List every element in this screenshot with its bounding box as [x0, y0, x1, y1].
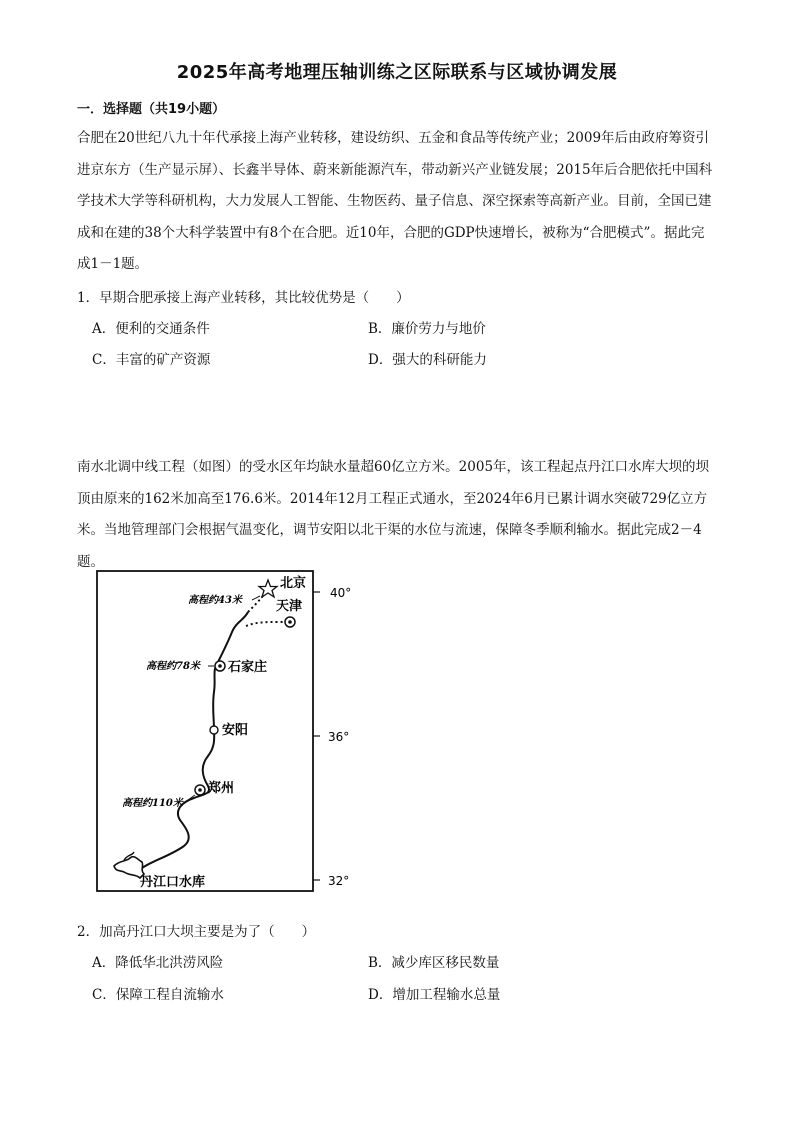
elevation-label-beijing: 高程约43米 — [188, 595, 242, 606]
main-canal-line — [142, 612, 248, 868]
question-2-option-b[interactable]: B．减少库区移民数量 — [368, 955, 500, 971]
section-heading: 一．选择题（共19小题） — [77, 102, 226, 117]
water-diversion-map — [96, 570, 358, 892]
anyang-marker-icon — [210, 726, 218, 734]
city-label-zhengzhou: 郑州 — [208, 781, 235, 796]
lat-label-32: 32° — [328, 874, 350, 888]
lat-label-40: 40° — [330, 586, 352, 600]
city-label-tianjin: 天津 — [276, 599, 303, 614]
question-2-stem: 2．加高丹江口大坝主要是为了（ ） — [77, 924, 316, 940]
question-1-option-a[interactable]: A．便利的交通条件 — [92, 321, 210, 337]
question-2-option-a[interactable]: A．降低华北洪涝风险 — [92, 955, 224, 971]
tianjin-branch-line — [246, 622, 288, 626]
question-1-option-b[interactable]: B．廉价劳力与地价 — [368, 321, 486, 337]
question-2-option-d[interactable]: D．增加工程输水总量 — [368, 987, 501, 1003]
passage-water-diversion: 南水北调中线工程（如图）的受水区年均缺水量超60亿立方米。2005年，该工程起点丹江口水库大坝的坝顶由原来的162米加高至176.6米。2014年12月工程正式通水，至2024年6月已累计调水突破729亿立方米。当地管理部门会根据气温变化，调节安阳以北干渠的水位与流速，保障冬季顺利输水。据此完成2－4题。 — [77, 459, 710, 570]
question-2-option-c[interactable]: C．保障工程自流输水 — [92, 987, 224, 1003]
question-1-stem: 1．早期合肥承接上海产业转移，其比较优势是（ ） — [77, 290, 410, 306]
city-label-danjiangkou: 丹江口水库 — [140, 875, 206, 890]
lat-label-36: 36° — [328, 730, 350, 744]
elevation-label-shijiazhuang: 高程约78米 — [146, 661, 200, 672]
beijing-star-icon — [259, 580, 277, 597]
passage-hefei: 合肥在20世纪八九十年代承接上海产业转移，建设纺织、五金和食品等传统产业；2009年后由政府筹资引进京东方（生产显示屏）、长鑫半导体、蔚来新能源汽车，带动新兴产业链发展；2015年后合肥依托中国科学技术大学等科研机构，大力发展人工智能、生物医药、量子信息、深空探索等高新产业。目前，全国已建成和在建的38个大科学装置中有8个在合肥。近10年，合肥的GDP快速增长，被称为“合肥模式”。据此完成1－1题。 — [77, 130, 713, 272]
city-label-beijing: 北京 — [280, 576, 307, 591]
map-frame — [97, 571, 313, 891]
page-title: 2025年高考地理压轴训练之区际联系与区域协调发展 — [176, 62, 618, 83]
question-1-option-c[interactable]: C．丰富的矿产资源 — [92, 352, 211, 368]
city-label-anyang: 安阳 — [222, 723, 249, 738]
city-label-shijiazhuang: 石家庄 — [228, 660, 268, 675]
question-1-option-d[interactable]: D．强大的科研能力 — [368, 352, 487, 368]
elevation-label-zhengzhou: 高程约110米 — [122, 798, 183, 809]
